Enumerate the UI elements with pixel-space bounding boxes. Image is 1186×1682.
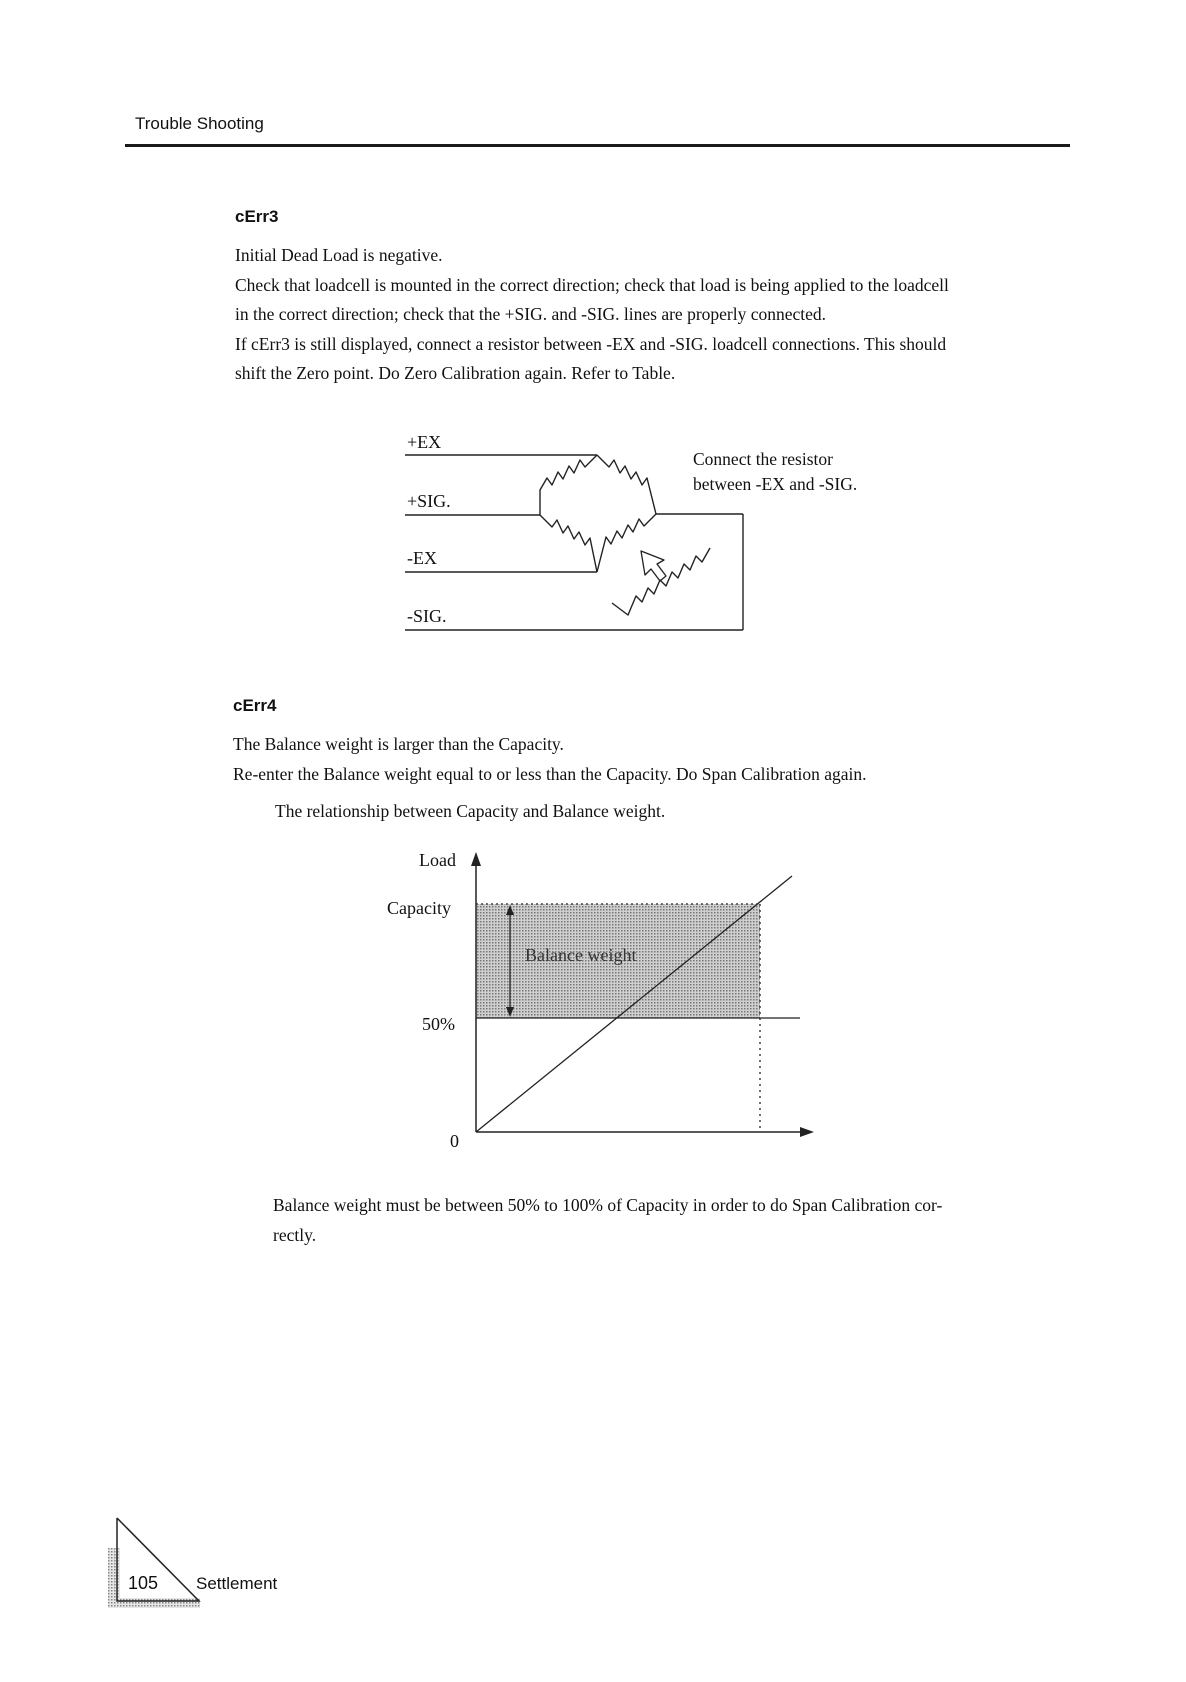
cerr3-line: shift the Zero point. Do Zero Calibration again. Refer to Table. [235, 363, 676, 383]
diagram-note-line1: Connect the resistor [693, 449, 833, 469]
page-number: 105 [128, 1573, 159, 1593]
cerr3-line: Check that loadcell is mounted in the correct direction; check that load is being applied to the loadcell [235, 274, 949, 295]
footer-shade-base [108, 1598, 200, 1608]
relationship-caption-text: The relationship between Capacity and Balance weight. [275, 801, 666, 821]
cerr3-line: Initial Dead Load is negative. [235, 245, 443, 265]
zero-label: 0 [450, 1131, 459, 1151]
cerr3-heading: cErr3 [235, 207, 279, 226]
diagram-note-line2: between -EX and -SIG. [693, 474, 858, 494]
label-minus-sig: -SIG. [407, 606, 447, 626]
y-axis-label: Load [419, 850, 456, 870]
label-plus-sig: +SIG. [407, 491, 451, 511]
cerr3-line: in the correct direction; check that the +SIG. and -SIG. lines are properly connected. [235, 304, 827, 324]
fifty-percent-label: 50% [422, 1014, 455, 1034]
running-header-title: Trouble Shooting [135, 114, 264, 133]
conclusion-line: Balance weight must be between 50% to 100% of Capacity in order to do Span Calibration cor- [273, 1195, 943, 1215]
capacity-label: Capacity [387, 898, 451, 918]
label-minus-ex: -EX [407, 548, 437, 568]
cerr4-heading: cErr4 [233, 696, 277, 715]
label-plus-ex: +EX [407, 432, 442, 452]
cerr4-line: Re-enter the Balance weight equal to or less than the Capacity. Do Span Calibration again. [233, 763, 867, 784]
cerr4-line: The Balance weight is larger than the Capacity. [233, 734, 564, 754]
balance-weight-label: Balance weight [525, 945, 637, 965]
conclusion-line: rectly. [273, 1224, 317, 1245]
footer-section-name: Settlement [196, 1574, 278, 1593]
cerr3-line: If cErr3 is still displayed, connect a resistor between -EX and -SIG. loadcell connections. This should [235, 333, 947, 354]
